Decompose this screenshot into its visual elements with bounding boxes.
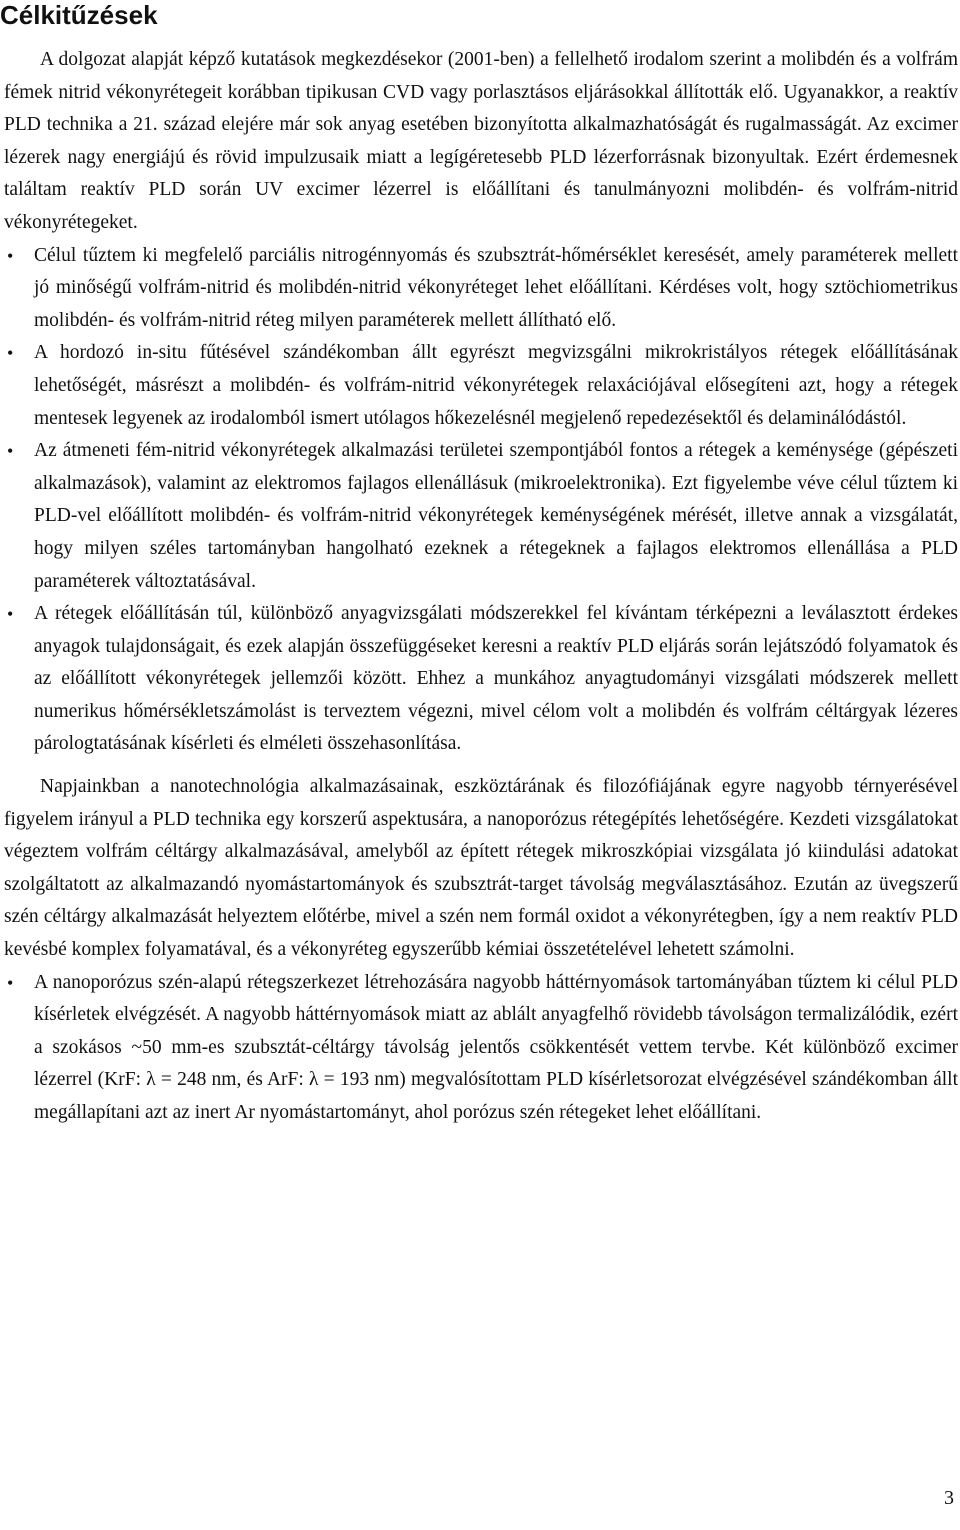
objectives-list — [4, 240, 958, 762]
list-item — [4, 240, 958, 338]
list-item-text: A nanoporózus szén-alapú rétegszerkezet létrehozására nagyobb háttérnyomások tartományában tűztem ki célul PLD kísérletek elvégzését. A nagyobb háttérnyomások miatt az ablált anyagfelhő rövidebb távolságon termalizálódik, ezért a szokásos ~50 mm-es szubsztát-céltárgy távolság jelentős csökkentését vettem tervbe. Két különböző excimer lézerrel (KrF: λ = 248 nm, és ArF: λ = 193 nm) megvalósítottam PLD kísérletsorozat elvégzésével szándékomban állt megállapítani azt az inert Ar nyomástartományt, ahol porózus szén rétegeket lehet előállítani. — [34, 971, 958, 1123]
page-title: Célkitűzések — [0, 0, 158, 30]
list-item — [4, 337, 958, 435]
bullet-icon: • — [7, 441, 14, 462]
bullet-icon: • — [7, 343, 14, 364]
list-item — [4, 598, 958, 761]
list-item — [4, 967, 958, 1130]
list-item-text: A rétegek előállításán túl, különböző anyagvizsgálati módszerekkel fel kívántam térképezni a leválasztott érdekes anyagok tulajdonságait, és ezek alapján összefüggéseket keresni a reaktív PLD eljárás során lejátszódó folyamatok és az előállított vékonyrétegek jellemzői között. Ehhez a munkához anyagtudományi vizsgálati módszerek mellett numerikus hőmérsékletszámolást is terveztem végezni, mivel célom volt a molibdén és volfrám céltárgyak lézeres párologtatásának kísérleti és elméleti összehasonlítása. — [34, 603, 958, 755]
document-body — [4, 44, 958, 1130]
list-item-text: A hordozó in-situ fűtésével szándékomban állt egyrészt megvizsgálni mikrokristályos rétegek előállításának lehetőségét, másrészt a molibdén- és volfrám-nitrid vékonyrétegek relaxációjával elősegíteni azt, hogy a rétegek mentesek legyenek az irodalomból ismert utólagos hőkezelésnél megjelenő repedezésektől és delaminálódástól. — [34, 342, 958, 429]
page-number: 3 — [944, 1487, 954, 1509]
list-item-text: Célul tűztem ki megfelelő parciális nitrogénnyomás és szubsztrát-hőmérséklet keresését, amely paraméterek mellett jó minőségű volfrám-nitrid és molibdén-nitrid vékonyréteget lehet előállítani. Kérdéses volt, hogy sztöchiometrikus molibdén- és volfrám-nitrid réteg milyen paraméterek mellett állítható elő. — [34, 244, 958, 331]
list-item — [4, 435, 958, 598]
bullet-icon: • — [7, 972, 14, 993]
list-item-text: Az átmeneti fém-nitrid vékonyrétegek alkalmazási területei szempontjából fontos a rétegek a keménysége (gépészeti alkalmazások), valamint az elektromos fajlagos ellenállásuk (mikroelektronika). Ezt figyelembe véve célul tűztem ki PLD-vel előállított molibdén- és volfrám-nitrid vékonyrétegek keménységének mérését, illetve annak a vizsgálatát, hogy milyen széles tartományban hangolható ezeknek a rétegeknek a fajlagos elektromos ellenállása a PLD paraméterek változtatásával. — [34, 440, 958, 592]
intro-paragraph: A dolgozat alapját képző kutatások megkezdésekor (2001-ben) a fellelhető irodalom szerint a molibdén és a volfrám fémek nitrid vékonyrétegeit korábban tipikusan CVD vagy porlasztásos eljárásokkal állították elő. Ugyanakkor, a reaktív PLD technika a 21. század elejére már sok anyag esetében bizonyította alkalmazhatóságát és rugalmasságát. Az excimer lézerek nagy energiájú és rövid impulzusaik miatt a legígéretesebb PLD lézerforrásnak bizonyultak. Ezért érdemesnek találtam reaktív PLD során UV excimer lézerrel is előállítani és tanulmányozni molibdén- és volfrám-nitrid vékonyrétegeket. — [4, 49, 958, 233]
nanoporous-list — [4, 967, 958, 1130]
bullet-icon: • — [7, 604, 14, 625]
nanotech-paragraph: Napjainkban a nanotechnológia alkalmazásainak, eszköztárának és filozófiájának egyre nagyobb térnyerésével figyelem irányul a PLD technika egy korszerű aspektusára, a nanoporózus rétegépítés lehetőségére. Kezdeti vizsgálatokat végeztem volfrám céltárgy alkalmazásával, amelyből az épített rétegek mikroszkópiai vizsgálata jó kiindulási adatokat szolgáltatott az alkalmazandó nyomástartományok és szubsztrát-target távolság megválasztásához. Ezután az üvegszerű szén céltárgy alkalmazását helyeztem előtérbe, mivel a szén nem formál oxidot a vékonyrétegben, így a nem reaktív PLD kevésbé komplex folyamatával, és a vékonyréteg egyszerűbb kémiai összetételével lehetett számolni. — [4, 776, 958, 961]
bullet-icon: • — [7, 245, 14, 266]
